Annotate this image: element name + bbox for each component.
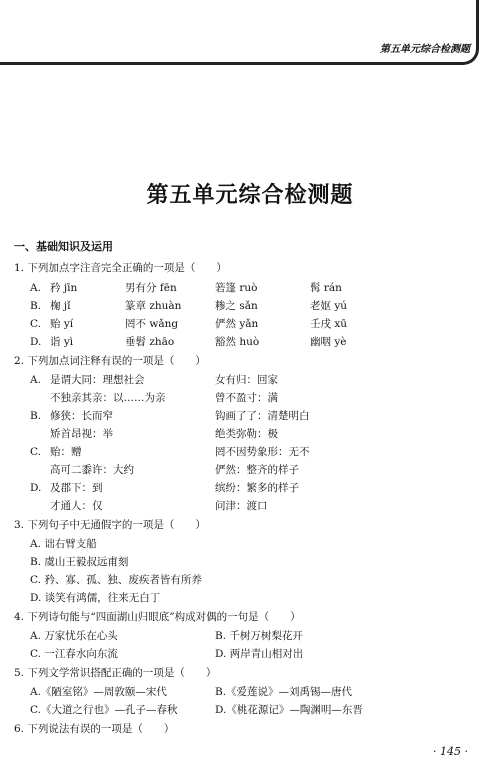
option-item: 钩画了了：清楚明白	[215, 410, 310, 422]
option-item: 问津：渡口	[215, 500, 268, 512]
option-item: C.《大道之行也》—孔子—春秋	[30, 704, 178, 716]
option-item: D. 谈笑有鸿儒，往来无白丁	[30, 592, 161, 604]
option-label: C.	[30, 318, 41, 330]
option-label: C.	[30, 446, 41, 458]
option-item: 罔不因势象形：无不	[215, 446, 310, 458]
option-item: 壬戌 xū	[310, 318, 348, 330]
option-item: 老妪 yú	[310, 300, 348, 312]
option-item: C. 矜、寡、孤、独、废疾者皆有所养	[30, 574, 202, 586]
option-item: B. 千树万树梨花开	[215, 630, 303, 642]
option-item: 贻 yí	[50, 318, 74, 330]
option-item: A.《陋室铭》—周敦颐—宋代	[30, 686, 167, 698]
option-label: B.	[30, 300, 42, 312]
header-frame	[0, 0, 479, 65]
option-item: 及郡下：到	[50, 482, 103, 494]
option-item: 绝类弥勒：极	[215, 428, 278, 440]
page-number: · 145 ·	[433, 745, 468, 758]
page-title: 第五单元综合检测题	[146, 182, 354, 208]
option-label: A.	[30, 282, 41, 294]
option-item: 髯 rán	[310, 282, 342, 294]
option-item: 罔不 wǎng	[125, 318, 179, 330]
option-item: 才通人：仅	[50, 500, 103, 512]
option-item: 女有归：回家	[215, 374, 278, 386]
option-item: D.《桃花源记》—陶渊明—东晋	[215, 704, 363, 716]
option-item: A. 万家忧乐在心头	[30, 630, 118, 642]
option-item: B.《爱莲说》—刘禹锡—唐代	[215, 686, 353, 698]
question-1-stem: 1. 下列加点字注音完全正确的一项是（ ）	[14, 262, 227, 274]
option-label: D.	[30, 482, 42, 494]
option-item: C. 一江春水向东流	[30, 648, 118, 660]
option-item: 俨然 yǎn	[215, 318, 259, 330]
option-item: 矜 jīn	[50, 282, 78, 294]
option-item: 篆章 zhuàn	[125, 300, 182, 312]
question-6-stem: 6. 下列说法有误的一项是（ ）	[14, 723, 175, 735]
section-heading: 一、基础知识及运用	[14, 240, 113, 253]
option-item: 俨然：整齐的样子	[215, 464, 299, 476]
option-label: A.	[30, 374, 41, 386]
option-item: 垂髫 zhāo	[125, 336, 175, 348]
option-item: 男有分 fēn	[125, 282, 177, 294]
option-item: 是谓大同：理想社会	[50, 374, 145, 386]
question-2-stem: 2. 下列加点词注释有误的一项是（ ）	[14, 355, 206, 367]
option-item: 豁然 huò	[215, 336, 260, 348]
option-item: 诣 yì	[50, 336, 74, 348]
option-item: 幽咽 yè	[310, 336, 347, 348]
question-5-stem: 5. 下列文学常识搭配正确的一项是（ ）	[14, 667, 217, 679]
question-4-stem: 4. 下列诗句能与“四面湖山归眼底”构成对偶的一句是（ ）	[14, 611, 301, 623]
option-item: 箬篷 ruò	[215, 282, 258, 294]
option-item: A. 诎右臂支船	[30, 538, 97, 550]
option-item: 糁之 sǎn	[215, 300, 258, 312]
option-item: 矫首昂视：举	[50, 428, 113, 440]
option-item: 贻：赠	[50, 446, 82, 458]
option-item: 曾不盈寸：满	[215, 392, 278, 404]
option-item: B. 虞山王毅叔远甫刻	[30, 556, 129, 568]
option-item: 不独亲其亲：以……为亲	[50, 392, 166, 404]
running-header: 第五单元综合检测题	[380, 44, 470, 55]
option-label: D.	[30, 336, 42, 348]
option-item: 修狭：长而窄	[50, 410, 113, 422]
option-item: 缤纷：繁多的样子	[215, 482, 299, 494]
option-label: B.	[30, 410, 42, 422]
option-item: D. 两岸青山相对出	[215, 648, 304, 660]
question-3-stem: 3. 下列句子中无通假字的一项是（ ）	[14, 519, 206, 531]
option-item: 椈 jǐ	[50, 300, 71, 312]
option-item: 高可二黍许：大约	[50, 464, 134, 476]
